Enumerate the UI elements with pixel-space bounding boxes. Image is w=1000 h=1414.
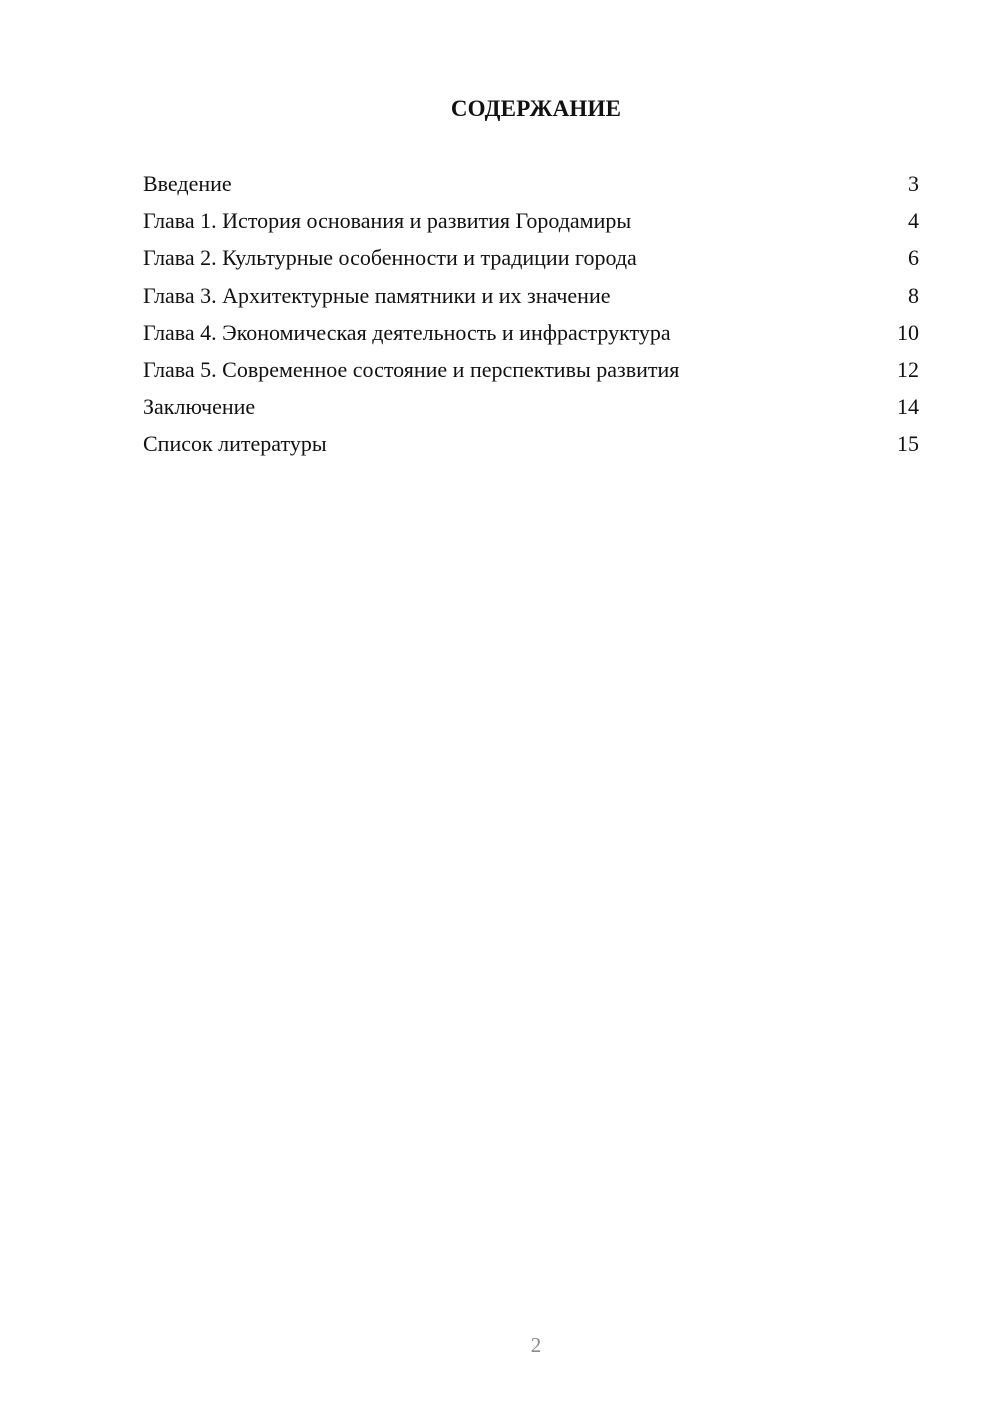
toc-entry-page: 3	[908, 171, 919, 196]
toc-entry-page: 8	[908, 282, 919, 308]
toc-entry-chapter-4	[143, 317, 919, 354]
toc-entry-label: Глава 4. Экономическая деятельность и инфраструктура	[143, 319, 671, 345]
toc-entry-page: 15	[897, 431, 919, 457]
toc-entry-page: 4	[908, 208, 919, 234]
toc-entry-chapter-5	[143, 354, 919, 391]
toc-entry-label: Заключение	[143, 394, 256, 420]
page-title: СОДЕРЖАНИЕ	[450, 96, 622, 121]
toc-entry-label: Глава 3. Архитектурные памятники и их значение	[143, 282, 611, 308]
toc-entry-page: 14	[897, 394, 919, 420]
toc-entry-label: Глава 5. Современное состояние и перспективы развития	[143, 356, 680, 382]
toc-entry-label: Введение	[143, 171, 232, 196]
toc-entry-conclusion	[143, 391, 919, 428]
toc-entry-references	[143, 428, 919, 465]
toc-entry-chapter-1	[143, 205, 919, 242]
toc-entry-introduction	[143, 168, 919, 205]
page-number: 2	[530, 1333, 542, 1357]
table-of-contents	[143, 168, 919, 466]
toc-entry-page: 12	[897, 356, 919, 382]
toc-entry-label: Список литературы	[143, 431, 327, 457]
toc-entry-page: 10	[897, 319, 919, 345]
toc-entry-chapter-3	[143, 280, 919, 317]
toc-entry-chapter-2	[143, 242, 919, 279]
toc-entry-page: 6	[908, 245, 919, 271]
toc-entry-label: Глава 2. Культурные особенности и традиции города	[143, 245, 637, 271]
toc-entry-label: Глава 1. История основания и развития Городамиры	[143, 208, 632, 234]
